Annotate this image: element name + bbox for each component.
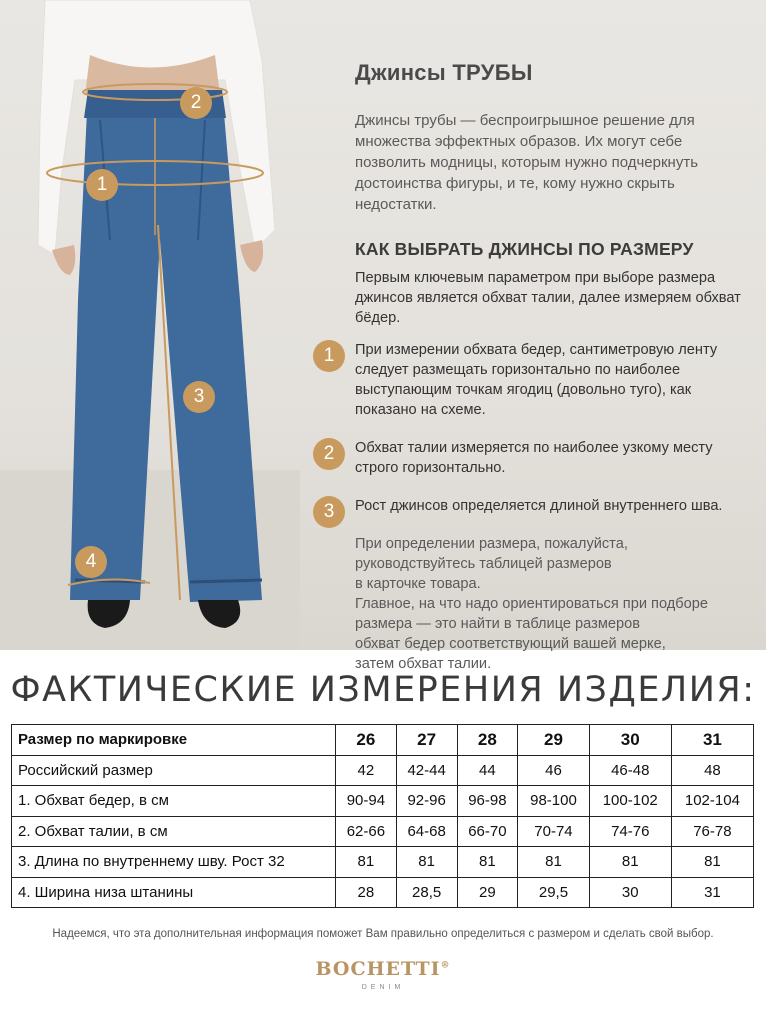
size-table — [11, 724, 754, 908]
table-row — [12, 847, 754, 878]
table-row — [12, 877, 754, 908]
table-cell: 81 — [518, 847, 589, 878]
brand-name — [0, 958, 766, 980]
closing-line: При определении размера, пожалуйста, — [355, 536, 628, 552]
table-cell: 30 — [589, 877, 671, 908]
measurements-heading: ФАКТИЧЕСКИЕ ИЗМЕРЕНИЯ ИЗДЕЛИЯ: — [10, 670, 756, 710]
table-cell: 44 — [457, 755, 518, 786]
table-cell: 2. Обхват талии, в см — [12, 816, 336, 847]
table-header-row — [12, 725, 754, 756]
closing-line: обхват бедер соответствующий вашей мерке, — [355, 636, 666, 652]
step-1 — [323, 340, 745, 420]
table-row — [12, 786, 754, 817]
info-column — [323, 60, 745, 674]
closing-line: размера — это найти в таблице размеров — [355, 616, 640, 632]
step-2-text: Обхват талии измеряется по наиболее узкому месту строго горизонтально. — [355, 440, 713, 476]
step-1-text: При измерении обхвата бедер, сантиметровую ленту следует размещать горизонтально по наиболее выступающим точкам ягодиц (довольно туго), как показано на схеме. — [355, 342, 718, 418]
table-cell: 100-102 — [589, 786, 671, 817]
table-cell: Российский размер — [12, 755, 336, 786]
table-cell: 81 — [336, 847, 397, 878]
step-3 — [323, 496, 745, 522]
table-cell: 81 — [589, 847, 671, 878]
table-cell: 27 — [396, 725, 457, 756]
table-cell: 46 — [518, 755, 589, 786]
table-cell: 70-74 — [518, 816, 589, 847]
table-cell: 1. Обхват бедер, в см — [12, 786, 336, 817]
brand-sub: DENIM — [361, 984, 405, 991]
table-cell: Размер по маркировке — [12, 725, 336, 756]
table-cell: 90-94 — [336, 786, 397, 817]
table-cell: 29,5 — [518, 877, 589, 908]
closing-line: затем обхват талии. — [355, 656, 492, 672]
marker-4: 4 — [75, 546, 107, 578]
table-cell: 29 — [457, 877, 518, 908]
table-cell: 98-100 — [518, 786, 589, 817]
table-cell: 66-70 — [457, 816, 518, 847]
step-2-badge: 2 — [313, 438, 345, 470]
registered-mark: ® — [440, 960, 451, 971]
table-cell: 76-78 — [671, 816, 753, 847]
marker-1: 1 — [86, 169, 118, 201]
table-cell: 31 — [671, 725, 753, 756]
table-cell: 62-66 — [336, 816, 397, 847]
table-row — [12, 816, 754, 847]
table-cell: 81 — [396, 847, 457, 878]
table-cell: 3. Длина по внутреннему шву. Рост 32 — [12, 847, 336, 878]
table-cell: 81 — [457, 847, 518, 878]
table-cell: 29 — [518, 725, 589, 756]
table-cell: 4. Ширина низа штанины — [12, 877, 336, 908]
table-cell: 26 — [336, 725, 397, 756]
table-cell: 81 — [671, 847, 753, 878]
footnote: Надеемся, что эта дополнительная информация поможет Вам правильно определиться с размером и сделать свой выбор. — [52, 928, 714, 940]
table-cell: 48 — [671, 755, 753, 786]
step-2 — [323, 438, 745, 478]
table-cell: 28 — [457, 725, 518, 756]
table-cell: 28,5 — [396, 877, 457, 908]
table-cell: 92-96 — [396, 786, 457, 817]
product-title: Джинсы ТРУБЫ — [355, 60, 533, 85]
howto-title: КАК ВЫБРАТЬ ДЖИНСЫ ПО РАЗМЕРУ — [355, 239, 694, 259]
table-cell: 96-98 — [457, 786, 518, 817]
closing-line: руководствуйтесь таблицей размеров — [355, 556, 612, 572]
closing-line: в карточке товара. — [355, 576, 481, 592]
closing-line: Главное, на что надо ориентироваться при подборе — [355, 596, 708, 612]
step-3-badge: 3 — [313, 496, 345, 528]
brand-name-text: BOCHETTI — [315, 958, 441, 980]
table-row — [12, 755, 754, 786]
step-1-badge: 1 — [313, 340, 345, 372]
product-intro: Джинсы трубы — беспроигрышное решение для множества эффектных образов. Их могут себе позволить модницы, которым нужно подчеркнуть достоинства фигуры, и те, кому нужно скрыть недостатки. — [355, 112, 699, 213]
jeans-model-illustration — [0, 0, 300, 650]
marker-3: 3 — [183, 381, 215, 413]
marker-2: 2 — [180, 87, 212, 119]
brand-logo — [0, 958, 766, 991]
table-cell: 31 — [671, 877, 753, 908]
table-cell: 42-44 — [396, 755, 457, 786]
step-3-text: Рост джинсов определяется длиной внутреннего шва. — [355, 498, 723, 514]
table-cell: 102-104 — [671, 786, 753, 817]
table-cell: 74-76 — [589, 816, 671, 847]
table-cell: 46-48 — [589, 755, 671, 786]
table-cell: 28 — [336, 877, 397, 908]
table-cell: 30 — [589, 725, 671, 756]
closing-note — [355, 534, 745, 674]
howto-lead: Первым ключевым параметром при выборе размера джинсов является обхват талии, далее измеряем обхват бёдер. — [355, 270, 741, 326]
table-cell: 64-68 — [396, 816, 457, 847]
table-cell: 42 — [336, 755, 397, 786]
